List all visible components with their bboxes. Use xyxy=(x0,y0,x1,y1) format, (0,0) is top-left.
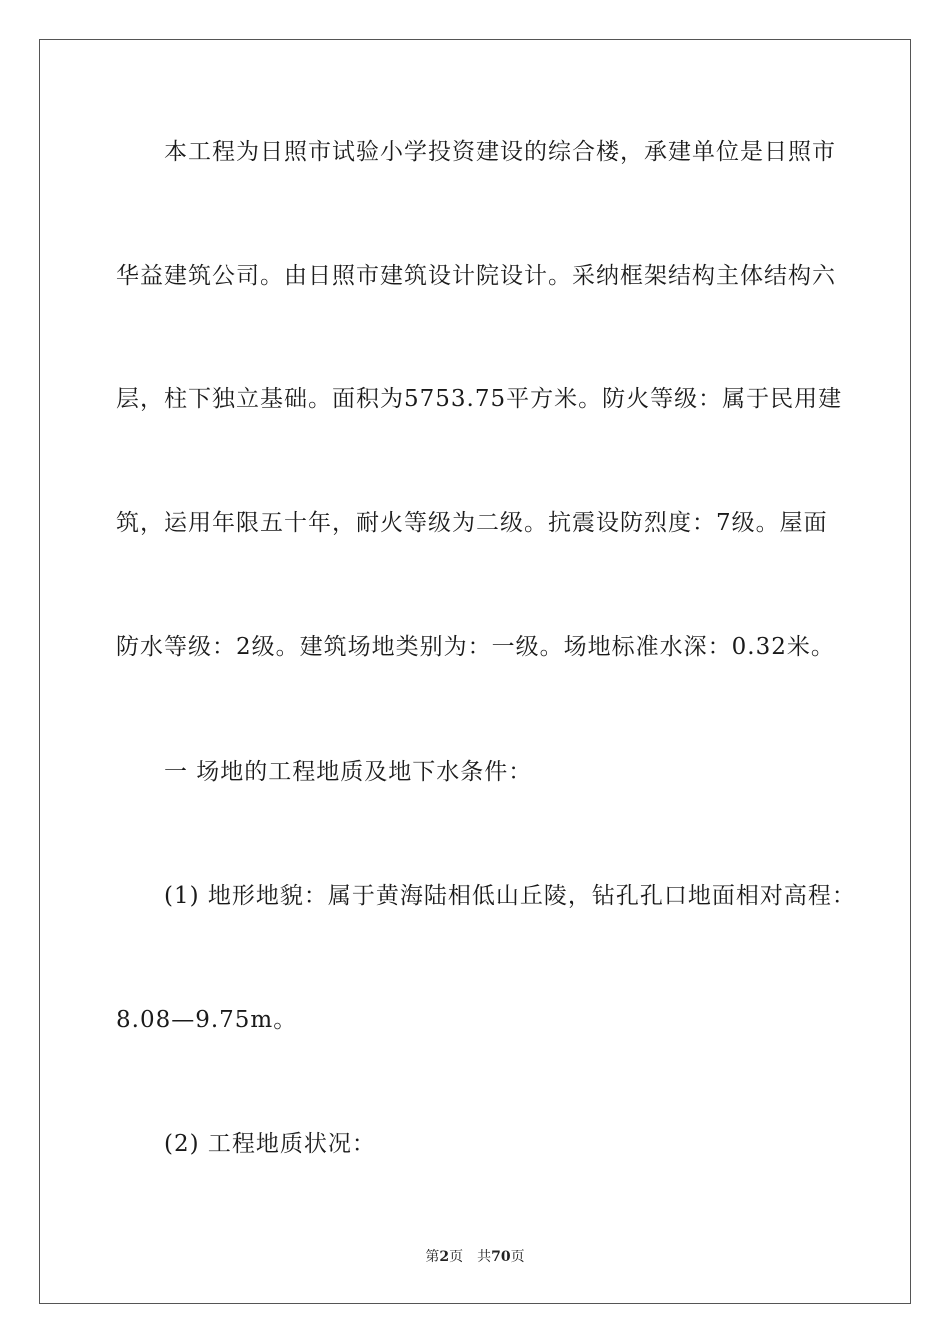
footer-total-suffix: 页 xyxy=(510,1249,525,1265)
page-footer xyxy=(0,1247,950,1267)
item-1-line-2: 8.08—9.75m。 xyxy=(116,1007,298,1033)
paragraph-line-3: 层，柱下独立基础。面积为5753.75平方米。防火等级：属于民用建 xyxy=(116,386,843,412)
paragraph-line-2: 华益建筑公司。由日照市建筑设计院设计。采纳框架结构主体结构六 xyxy=(116,263,836,289)
paragraph-line-4: 筑，运用年限五十年，耐火等级为二级。抗震设防烈度：7级。屋面 xyxy=(116,510,828,536)
paragraph-line-1: 本工程为日照市试验小学投资建设的综合楼，承建单位是日照市 xyxy=(164,139,836,165)
footer-page-suffix: 页 xyxy=(449,1249,464,1265)
page-border xyxy=(39,39,911,1304)
item-1-line-1: (1) 地形地貌：属于黄海陆相低山丘陵，钻孔孔口地面相对高程： xyxy=(164,883,856,909)
footer-total-prefix: 共 xyxy=(477,1249,492,1265)
footer-page-number: 2 xyxy=(439,1249,450,1265)
item-2-heading: (2) 工程地质状况： xyxy=(164,1131,376,1157)
footer-total-pages: 70 xyxy=(491,1249,511,1265)
paragraph-line-5: 防水等级：2级。建筑场地类别为：一级。场地标准水深：0.32米。 xyxy=(116,634,835,660)
footer-page-prefix: 第 xyxy=(425,1249,440,1265)
section-heading: 一 场地的工程地质及地下水条件： xyxy=(164,759,533,785)
